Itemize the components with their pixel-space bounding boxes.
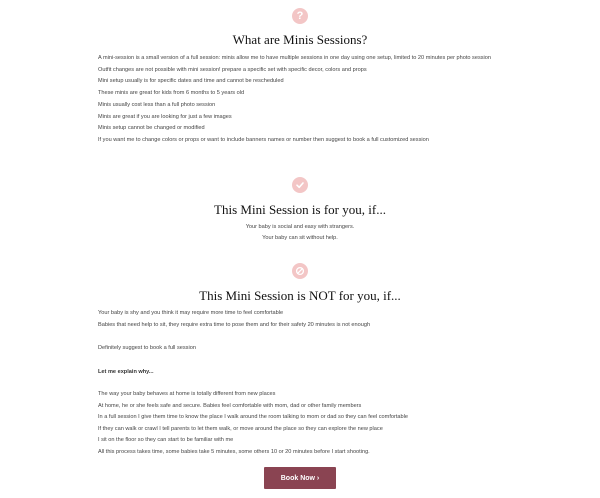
suggestion-text: Definitely suggest to book a full session <box>98 345 196 351</box>
list-item: At home, he or she feels safe and secure. Babies feel comfortable with mom, dad or other family members <box>98 402 362 409</box>
question-glyph: ? <box>296 9 304 22</box>
list-item: Your baby is social and easy with strangers. <box>245 224 355 230</box>
list-item: I sit on the floor so they can start to be familiar with me <box>98 437 234 443</box>
list-item: In a full session I give them time to know the place I walk around the room talking to mom or dad so they can feel comfortable <box>98 414 408 420</box>
book-now-button[interactable]: Book Now › <box>264 467 336 489</box>
for-you-list <box>0 222 600 244</box>
list-item: Minis usually cost less than a full photo session <box>98 101 216 108</box>
list-item: Minis setup cannot be changed or modified <box>98 125 205 132</box>
list-item: Babies that need help to sit, they require extra time to pose them and for their safety 20 minutes is not enough <box>98 322 371 328</box>
section-title-what-are-minis: What are Minis Sessions? <box>232 32 368 47</box>
explain-list <box>98 389 518 458</box>
list-item: If they can walk or crawl I tell parents to let them walk, or move around the place so they can explore the new place <box>98 425 383 432</box>
prohibited-icon <box>292 263 308 279</box>
list-item: The way your baby behaves at home is totally different from new places <box>98 391 276 397</box>
minis-description-list <box>98 53 518 147</box>
check-icon <box>292 177 308 193</box>
list-item: Mini setup usually is for specific dates and time and cannot be rescheduled <box>98 78 284 85</box>
list-item: Your baby can sit without help. <box>262 235 338 241</box>
list-item: All this process takes time, some babies take 5 minutes, some others 10 or 20 minutes before I start shooting. <box>98 448 370 455</box>
list-item: Your baby is shy and you think it may require more time to feel comfortable <box>98 310 284 316</box>
question-icon <box>292 8 308 24</box>
not-for-you-list <box>98 307 518 331</box>
list-item: A mini-session is a small version of a full session: minis allow me to have multiple sessions in one day using one setup, limited to 20 minutes per photo session <box>98 55 491 61</box>
explain-title: Let me explain why... <box>98 369 154 375</box>
section-title-not-for-you: This Mini Session is NOT for you, if... <box>199 288 401 303</box>
list-item: These minis are great for kids from 6 months to 5 years old <box>98 90 245 97</box>
list-item: Outfit changes are not possible with mini session! prepare a specific set with specific decor, colors and props <box>98 66 367 73</box>
list-item: If you want me to change colors or props or want to include banners names or number then suggest to book a full customized session <box>98 136 429 143</box>
list-item: Minis are great if you are looking for just a few images <box>98 113 232 120</box>
section-title-for-you: This Mini Session is for you, if... <box>214 202 386 217</box>
